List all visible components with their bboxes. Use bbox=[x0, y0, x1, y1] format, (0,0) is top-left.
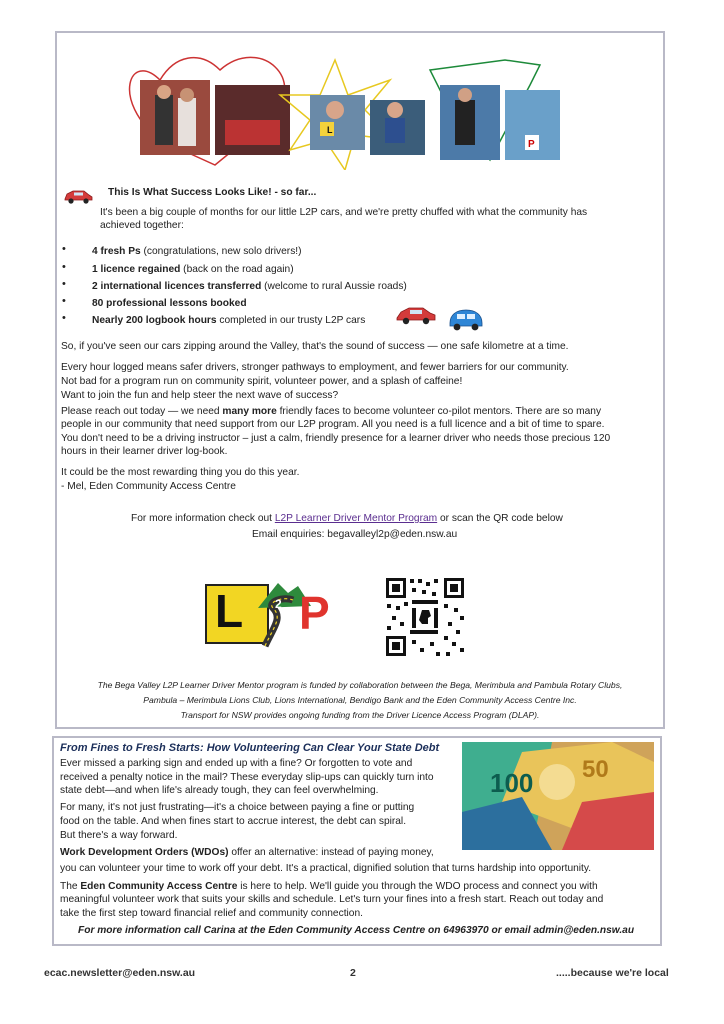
bullet-dot: • bbox=[62, 295, 66, 307]
footer-email: ecac.newsletter@eden.nsw.au bbox=[44, 967, 196, 979]
wdo-text: take the first step toward financial relief and community connection. bbox=[60, 908, 363, 919]
wdo-text: But there's a way forward. bbox=[60, 830, 178, 841]
logo-letter-l: L bbox=[215, 585, 244, 637]
paragraph: It could be the most rewarding thing you do this year. bbox=[61, 467, 300, 478]
signature-line: - Mel, Eden Community Access Centre bbox=[61, 481, 236, 492]
bullet-dot: • bbox=[62, 278, 66, 290]
list-item: 1 licence regained (back on the road again) bbox=[92, 264, 294, 275]
paragraph: You don't need to be a driving instructor – just a calm, friendly presence for a learner driver who needs those precious 120 bbox=[61, 433, 611, 444]
banknote-50-label: 50 bbox=[582, 756, 609, 783]
svg-text:L: L bbox=[327, 125, 333, 135]
wdo-text: For many, it's not just frustrating—it's a choice between paying a fine or putting bbox=[60, 802, 415, 813]
intro-line-1: It's been a big couple of months for our little L2P cars, and we're pretty chuffed with what the community has bbox=[100, 207, 588, 218]
banknotes-photo bbox=[462, 742, 654, 850]
wdo-text: you can volunteer your time to work off your debt. It's a practical, dignified solution that turns hardship into opportunity. bbox=[60, 863, 592, 874]
logo-letter-p: P bbox=[299, 587, 330, 639]
logo-number-2: 2 bbox=[275, 597, 282, 611]
red-car-icon bbox=[62, 187, 94, 205]
footer-tagline: .....because we're local bbox=[556, 967, 669, 979]
email-enquiries: Email enquiries: begavalleyl2p@eden.nsw.au bbox=[252, 529, 458, 540]
wdo-title: From Fines to Fresh Starts: How Volunteering Can Clear Your State Debt bbox=[60, 742, 440, 754]
wdo-text: Ever missed a parking sign and ended up with a fine? Or forgotten to vote and bbox=[60, 758, 413, 769]
banknote-100-label: 100 bbox=[490, 768, 534, 798]
paragraph: So, if you've seen our cars zipping around the Valley, that's the sound of success — one safe kilometre at a time. bbox=[61, 341, 569, 352]
wdo-contact: For more information call Carina at the Eden Community Access Centre on 64963970 or email admin@eden.nsw.au bbox=[78, 925, 635, 936]
wdo-text: The Eden Community Access Centre is here to help. We'll guide you through the WDO process and connect you with bbox=[60, 881, 598, 892]
funding-line-1: The Bega Valley L2P Learner Driver Mentor program is funded by collaboration between the Bega, Merimbula and Pambula Rotary Clubs, bbox=[97, 680, 623, 690]
paragraph: Not bad for a program run on community spirit, volunteer power, and a splash of caffeine! bbox=[61, 376, 463, 387]
list-item: 2 international licences transferred (welcome to rural Aussie roads) bbox=[92, 281, 407, 292]
bullet-dot: • bbox=[62, 312, 66, 324]
photo-collage bbox=[120, 40, 570, 170]
funding-line-2: Pambula – Merimbula Lions Club, Lions International, Bendigo Bank and the Eden Community Access Centre Inc. bbox=[143, 695, 577, 705]
paragraph: Every hour logged means safer drivers, stronger pathways to employment, and fewer barriers for our community. bbox=[61, 362, 569, 373]
paragraph: people in our community that need support from our L2P program. All you need is a full licence and a bit of time to spare. bbox=[61, 419, 605, 430]
red-car-icon bbox=[394, 304, 438, 326]
l2p-program-link[interactable]: L2P Learner Driver Mentor Program bbox=[274, 513, 438, 524]
wdo-text: received a penalty notice in the mail? These everyday slip-ups can quickly turn into bbox=[60, 772, 434, 783]
wdo-text: food on the table. And when fines start to accrue interest, the debt can spiral. bbox=[60, 816, 407, 827]
paragraph: Please reach out today — we need many more friendly faces to become volunteer co-pilot mentors. There are so many bbox=[61, 406, 602, 417]
svg-text:P: P bbox=[528, 139, 535, 150]
success-heading: This Is What Success Looks Like! - so far... bbox=[108, 187, 317, 198]
l2p-logo bbox=[203, 578, 343, 648]
wdo-text: state debt—and when life's already tough, they can feel overwhelming. bbox=[60, 785, 379, 796]
list-item: 4 fresh Ps (congratulations, new solo drivers!) bbox=[92, 246, 302, 257]
bullet-dot: • bbox=[62, 243, 66, 255]
photo-1 bbox=[140, 80, 210, 155]
blue-car-icon bbox=[446, 307, 486, 333]
intro-line-2: achieved together: bbox=[100, 220, 184, 231]
page-number: 2 bbox=[350, 967, 356, 979]
wdo-text: Work Development Orders (WDOs) offer an alternative: instead of paying money, bbox=[60, 847, 434, 858]
bullet-dot: • bbox=[62, 261, 66, 273]
paragraph: hours in their learner driver log-book. bbox=[61, 446, 228, 457]
list-item: 80 professional lessons booked bbox=[92, 298, 247, 309]
funding-line-3: Transport for NSW provides ongoing funding from the Driver Licence Access Program (DLAP). bbox=[180, 710, 540, 720]
more-info-line: For more information check out L2P Learner Driver Mentor Program or scan the QR code below bbox=[131, 513, 563, 524]
qr-code[interactable] bbox=[384, 576, 466, 658]
wdo-text: meaningful volunteer work that suits your skills and schedule. Let's turn your fines into a fresh start. Reach out today and bbox=[60, 894, 604, 905]
list-item: Nearly 200 logbook hours completed in our trusty L2P cars bbox=[92, 315, 366, 326]
paragraph: Want to join the fun and help steer the next wave of success? bbox=[61, 390, 339, 401]
